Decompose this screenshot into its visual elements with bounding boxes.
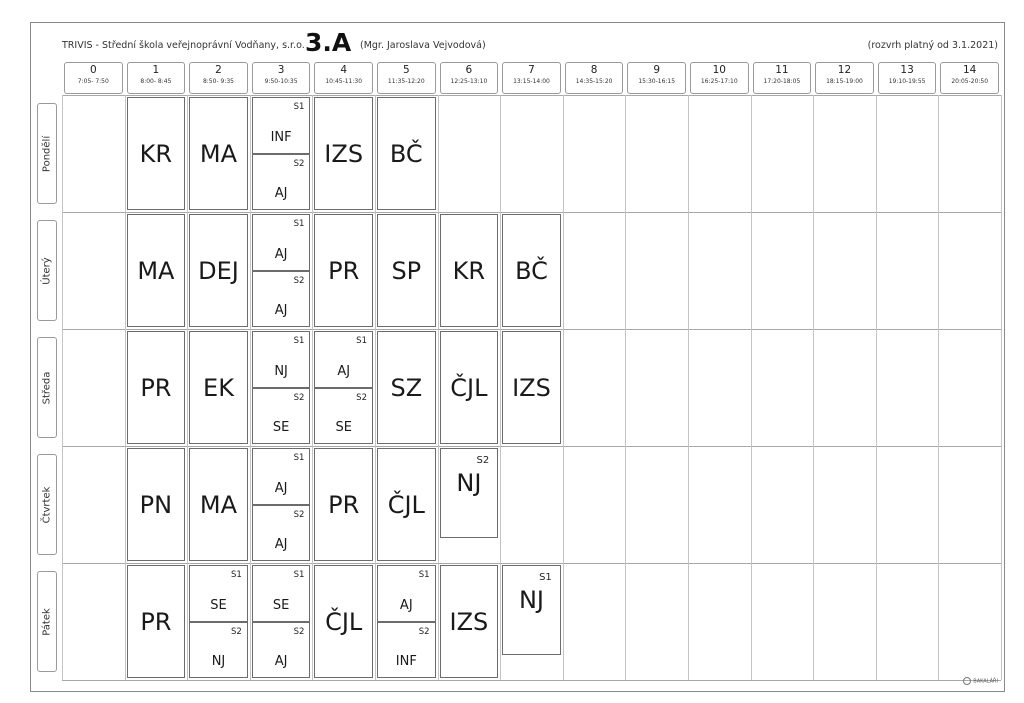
period-time: 11:35-12:20 (387, 78, 425, 85)
lesson-group: S2 (418, 626, 430, 637)
row-divider (62, 95, 1001, 96)
column-divider (563, 95, 564, 680)
column-divider (625, 95, 626, 680)
lesson-cell (502, 214, 561, 327)
lesson-cell (189, 214, 248, 327)
row-divider (62, 329, 1001, 330)
column-divider (62, 95, 63, 680)
period-time: 15:30-16:15 (638, 78, 676, 85)
period-time: 14:35-15:20 (575, 78, 613, 85)
column-divider (751, 95, 752, 680)
lesson-group: S2 (476, 455, 490, 466)
logo-text: BAKALÁŘI (973, 678, 998, 685)
valid-from-note: (rozvrh platný od 3.1.2021) (867, 40, 998, 51)
day-name: Pátek (41, 607, 53, 636)
day-label-0 (37, 103, 57, 204)
bakalari-logo (963, 677, 998, 685)
lesson-cell (440, 448, 499, 538)
lesson-group: S1 (293, 570, 305, 580)
lesson-subject: AJ (399, 597, 413, 613)
lesson-subject: NJ (211, 654, 226, 669)
period-time: 20:05-20:50 (951, 78, 989, 85)
lesson-cell (502, 331, 561, 444)
lesson-group: S2 (356, 392, 367, 403)
lesson-group: S2 (293, 275, 305, 286)
row-divider (62, 563, 1001, 564)
lesson-subject: KR (139, 139, 173, 168)
period-number: 12 (837, 64, 852, 76)
column-divider (375, 95, 376, 680)
period-header-9 (627, 62, 686, 94)
lesson-cell (189, 448, 248, 561)
period-number: 5 (402, 64, 410, 76)
lesson-cell (252, 214, 311, 271)
lesson-group: S1 (293, 336, 305, 346)
period-number: 10 (712, 64, 726, 76)
lesson-subject: PR (140, 607, 172, 636)
day-label-4 (37, 571, 57, 672)
lesson-cell (252, 565, 311, 622)
lesson-subject: INF (270, 129, 292, 145)
column-divider (876, 95, 877, 680)
period-number: 2 (215, 64, 222, 76)
period-number: 9 (653, 64, 661, 76)
lesson-subject: BČ (389, 139, 423, 168)
day-label-3 (37, 454, 57, 555)
lesson-subject: SE (272, 597, 290, 613)
day-name: Čtvrtek (41, 486, 53, 523)
period-header-2 (189, 62, 248, 94)
period-header-1 (127, 62, 186, 94)
lesson-cell (189, 565, 248, 622)
period-number: 8 (590, 64, 598, 76)
period-number: 7 (528, 64, 535, 76)
period-header-7 (502, 62, 561, 94)
period-number: 1 (152, 64, 160, 76)
lesson-group: S1 (539, 572, 552, 583)
lesson-subject: SP (391, 256, 422, 285)
lesson-subject: ČJL (325, 607, 363, 636)
row-divider (62, 446, 1001, 447)
lesson-subject: AJ (274, 186, 288, 201)
lesson-subject: MA (199, 139, 238, 168)
period-time: 10:45-11:30 (325, 78, 363, 85)
lesson-subject: PN (139, 490, 173, 519)
lesson-subject: PR (328, 490, 360, 519)
lesson-cell (127, 331, 186, 444)
lesson-cell (314, 214, 373, 327)
lesson-subject: AJ (274, 246, 288, 262)
class-title: 3.A (305, 28, 352, 57)
lesson-group: S2 (293, 158, 305, 169)
lesson-subject: IZS (324, 139, 364, 168)
day-name: Středa (41, 371, 53, 404)
period-header-6 (440, 62, 499, 94)
column-divider (312, 95, 313, 680)
column-divider (438, 95, 439, 680)
lesson-subject: NJ (274, 363, 288, 379)
lesson-cell (440, 214, 499, 327)
lesson-subject: NJ (518, 586, 544, 614)
lesson-cell (377, 622, 436, 679)
lesson-cell (377, 565, 436, 622)
lesson-subject: ČJL (450, 373, 488, 402)
period-header-12 (815, 62, 874, 94)
period-time: 7:05- 7:50 (77, 78, 109, 85)
period-header-3 (252, 62, 311, 94)
lesson-cell (252, 505, 311, 562)
lesson-group: S1 (230, 570, 242, 580)
lesson-cell (189, 97, 248, 210)
period-number: 0 (89, 64, 97, 76)
column-divider (125, 95, 126, 680)
lesson-subject: PR (328, 256, 360, 285)
period-time: 12:25-13:10 (450, 78, 488, 85)
class-teacher: (Mgr. Jaroslava Vejvodová) (360, 40, 486, 51)
lesson-group: S2 (293, 509, 305, 520)
period-time: 16:25-17:10 (700, 78, 738, 85)
period-header-10 (690, 62, 749, 94)
lesson-cell (440, 565, 499, 678)
lesson-cell (314, 331, 373, 388)
period-number: 6 (465, 64, 473, 76)
lesson-subject: AJ (274, 303, 288, 318)
bakalari-logo-icon (963, 677, 971, 685)
column-divider (688, 95, 689, 680)
lesson-subject: SE (272, 420, 290, 435)
lesson-cell (440, 331, 499, 444)
lesson-cell (252, 448, 311, 505)
lesson-subject: PR (140, 373, 172, 402)
lesson-cell (502, 565, 561, 655)
period-number: 3 (277, 64, 285, 76)
period-header-11 (753, 62, 812, 94)
lesson-group: S1 (293, 453, 305, 463)
column-divider (938, 95, 939, 680)
lesson-subject: SZ (390, 373, 423, 402)
lesson-subject: IZS (512, 373, 551, 402)
lesson-cell (314, 448, 373, 561)
period-header-5 (377, 62, 436, 94)
lesson-subject: SE (210, 597, 227, 613)
period-time: 17:20-18:05 (763, 78, 801, 85)
lesson-cell (127, 448, 186, 561)
lesson-subject: DEJ (198, 256, 239, 285)
day-name: Úterý (41, 256, 53, 285)
period-time: 19:10-19:55 (888, 78, 926, 85)
lesson-subject: KR (452, 256, 486, 285)
lesson-subject: SE (335, 420, 352, 435)
lesson-cell (252, 271, 311, 328)
period-number: 14 (963, 64, 977, 76)
lesson-subject: MA (137, 256, 175, 285)
column-divider (813, 95, 814, 680)
column-divider (250, 95, 251, 680)
lesson-subject: EK (203, 373, 234, 402)
period-header-0 (64, 62, 123, 94)
day-label-1 (37, 220, 57, 321)
lesson-cell (189, 331, 248, 444)
day-name: Pondělí (41, 135, 53, 172)
lesson-subject: AJ (274, 480, 288, 496)
lesson-subject: IZS (449, 607, 489, 636)
lesson-subject: AJ (274, 537, 288, 552)
period-time: 18:15-19:00 (826, 78, 863, 85)
lesson-cell (377, 448, 436, 561)
lesson-subject: INF (395, 654, 417, 669)
lesson-group: S1 (293, 102, 305, 112)
lesson-cell (252, 97, 311, 154)
lesson-cell (127, 565, 186, 678)
lesson-cell (377, 331, 436, 444)
lesson-subject: NJ (456, 469, 482, 497)
lesson-subject: AJ (337, 363, 351, 379)
period-header-4 (314, 62, 373, 94)
day-label-2 (37, 337, 57, 438)
lesson-group: S1 (356, 336, 367, 346)
row-divider (62, 680, 1001, 681)
lesson-group: S2 (230, 626, 242, 637)
lesson-group: S2 (293, 392, 305, 403)
lesson-group: S1 (418, 570, 430, 580)
period-time: 9:50-10:35 (264, 78, 298, 85)
lesson-group: S1 (293, 219, 305, 229)
lesson-subject: BČ (515, 256, 548, 285)
lesson-group: S2 (293, 626, 305, 637)
period-number: 11 (775, 64, 789, 76)
lesson-subject: ČJL (387, 490, 425, 519)
column-divider (187, 95, 188, 680)
lesson-cell (189, 622, 248, 679)
lesson-cell (314, 565, 373, 678)
period-header-8 (565, 62, 624, 94)
period-time: 8:00- 8:45 (140, 78, 172, 85)
lesson-subject: MA (199, 490, 238, 519)
lesson-cell (252, 388, 311, 445)
lesson-cell (252, 154, 311, 211)
period-number: 13 (900, 64, 914, 76)
lesson-cell (314, 388, 373, 445)
lesson-cell (127, 214, 186, 327)
lesson-cell (252, 331, 311, 388)
period-time: 13:15-14:00 (513, 78, 550, 85)
lesson-cell (127, 97, 186, 210)
column-divider (1001, 95, 1002, 680)
column-divider (500, 95, 501, 680)
lesson-cell (377, 97, 436, 210)
period-number: 4 (340, 64, 348, 76)
lesson-cell (314, 97, 373, 210)
period-time: 8:50- 9:35 (202, 78, 234, 85)
lesson-subject: AJ (274, 654, 288, 669)
lesson-cell (252, 622, 311, 679)
school-name: TRIVIS - Střední škola veřejnoprávní Vodňany, s.r.o. (62, 40, 305, 51)
period-header-13 (878, 62, 937, 94)
lesson-cell (377, 214, 436, 327)
row-divider (62, 212, 1001, 213)
period-header-14 (940, 62, 999, 94)
